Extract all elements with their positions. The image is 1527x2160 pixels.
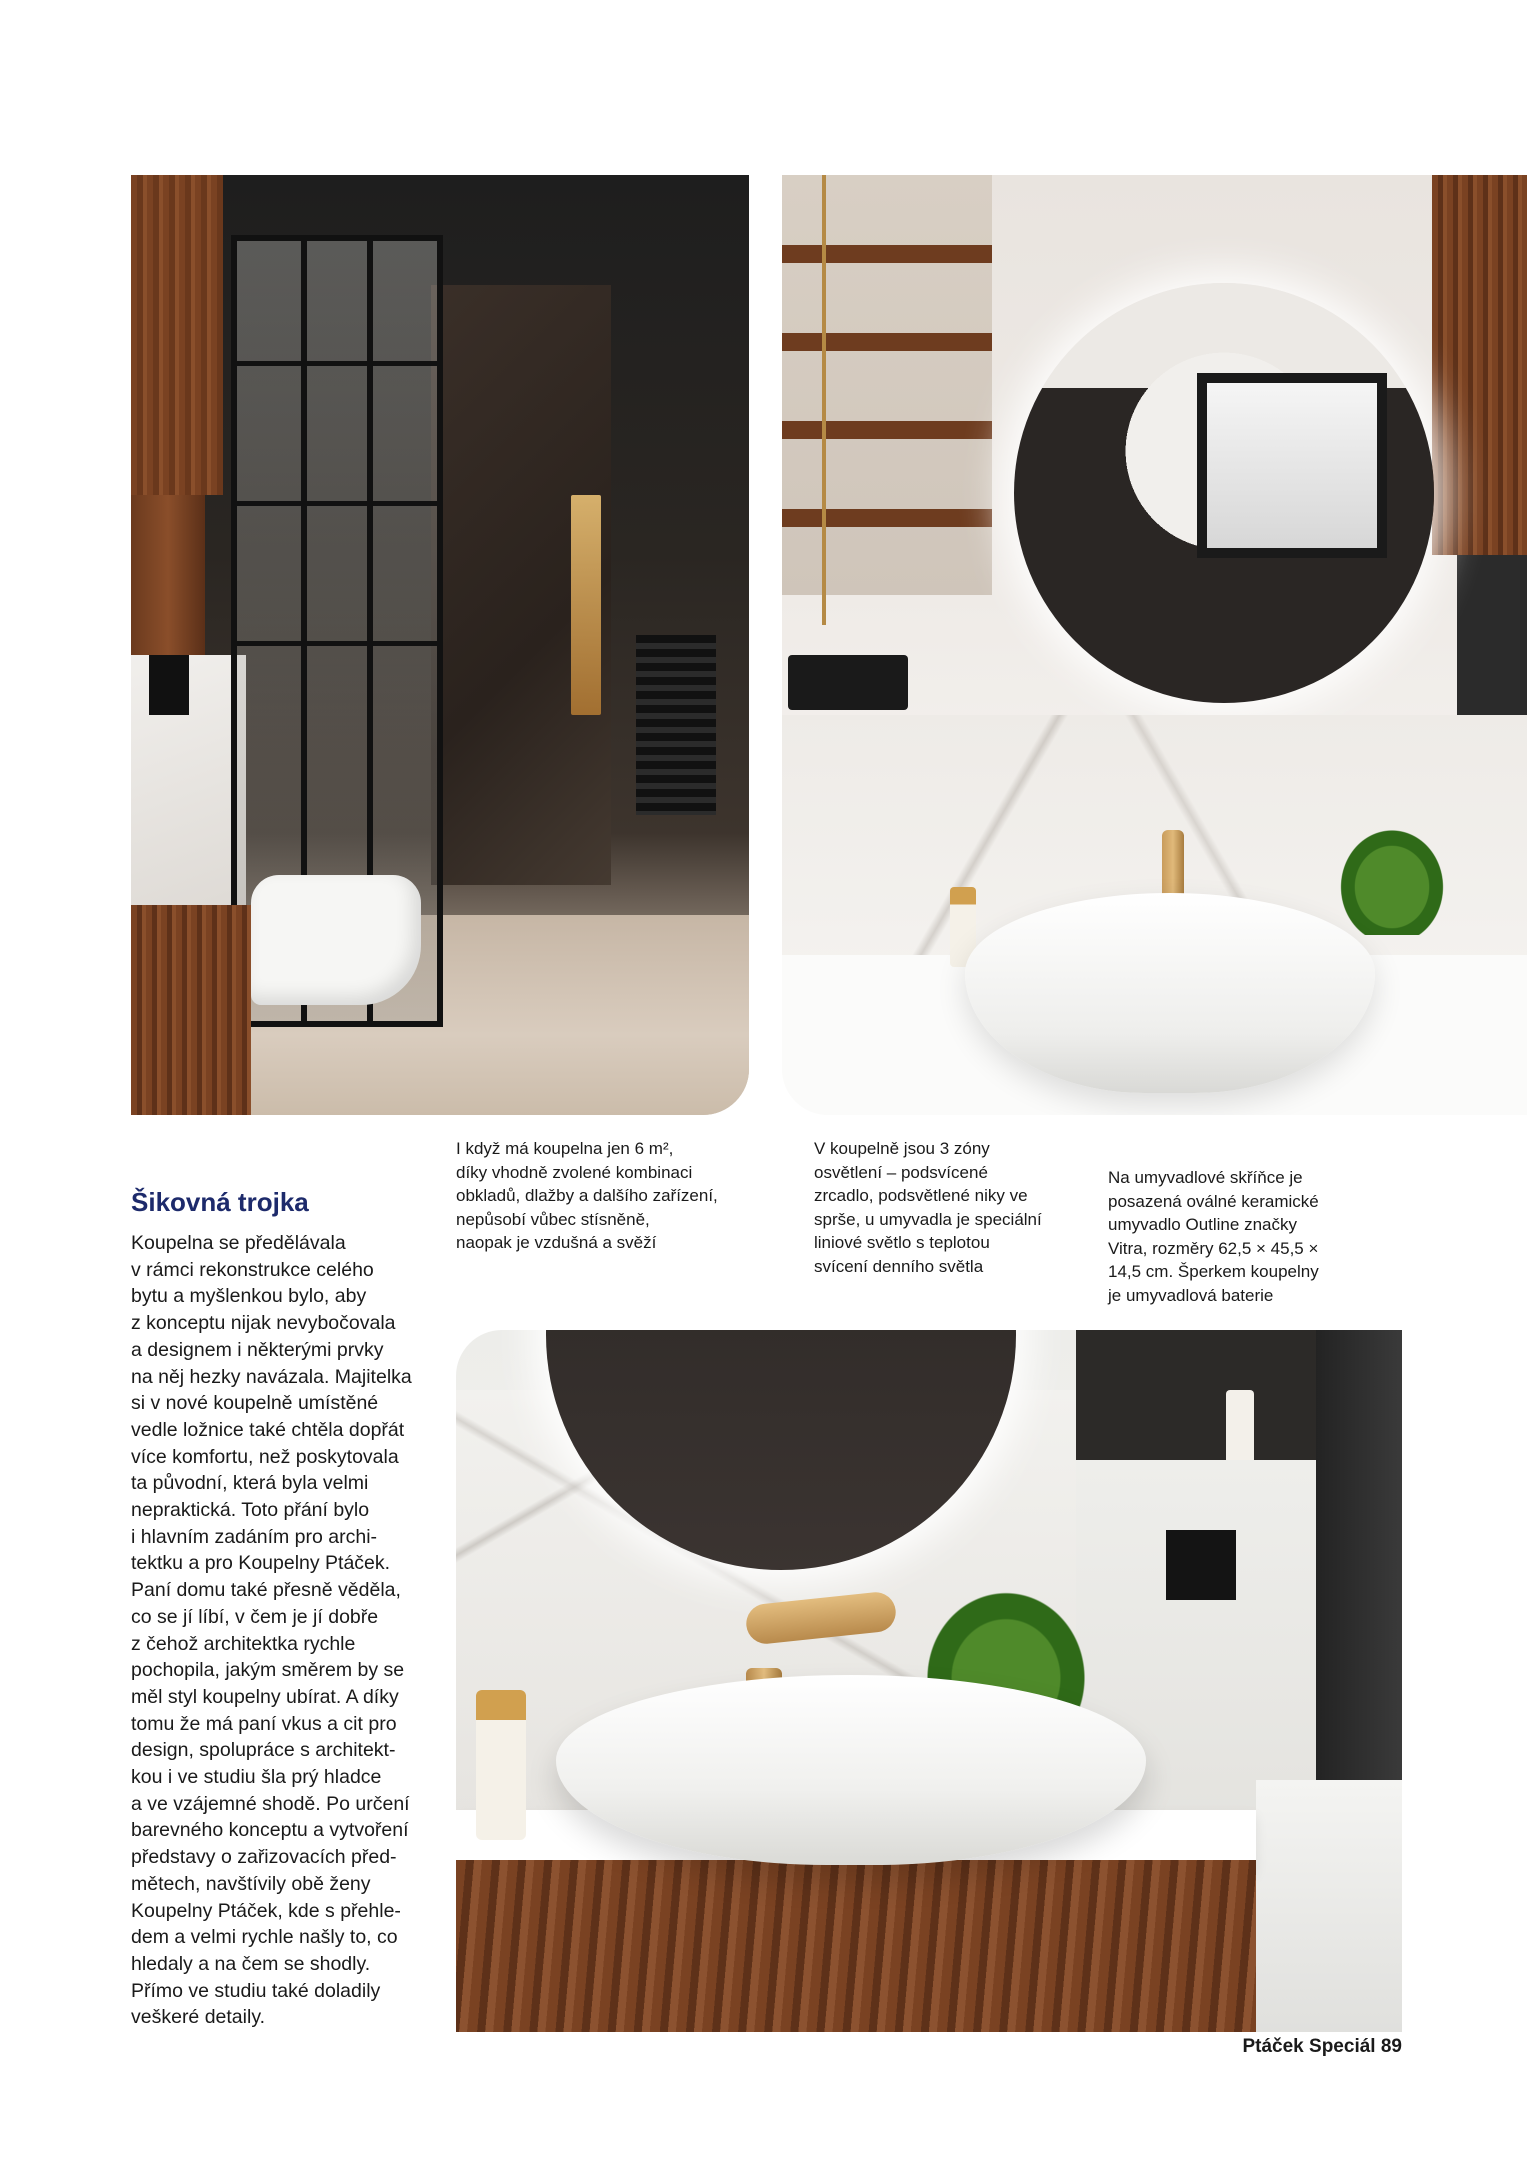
body-line: vedle ložnice také chtěla dopřát [131,1418,405,1441]
body-line: i hlavním zadáním pro archi- [131,1525,378,1548]
wood-shelves [782,175,992,595]
body-line: a designem i některými prvky [131,1338,384,1361]
magazine-name: Ptáček Speciál [1242,2036,1376,2057]
photo-caption-basin [1108,1166,1368,1307]
page-number: 89 [1380,2036,1402,2057]
photo-basin-closeup [456,1330,1402,2032]
wood-vanity [456,1860,1256,2032]
caption-line: Vitra, rozměry 62,5 × 45,5 × [1108,1238,1319,1258]
caption-line: posazená oválné keramické [1108,1191,1319,1211]
body-line: z konceptu nijak nevybočovala [131,1312,396,1335]
flush-plate [149,655,189,715]
body-line: bytu a myšlenkou bylo, aby [131,1285,367,1308]
body-line: Přímo ve studiu také doladily [131,1979,381,2002]
wood-vanity [131,905,251,1115]
body-line: kou i ve studiu šla prý hladce [131,1766,382,1789]
caption-line: zrcadlo, podsvětlené niky ve [814,1186,1028,1205]
diffuser-bottle [1226,1390,1254,1470]
caption-line: liniové světlo s teplotou [814,1233,990,1252]
body-line: nepraktická. Toto přání bylo [131,1499,370,1522]
body-line: dem a velmi rychle našly to, co [131,1926,398,1949]
body-line: z čehož architektka rychle [131,1632,356,1655]
body-line: si v nové koupelně umístěné [131,1392,379,1415]
body-line: v rámci rekonstrukce celého [131,1258,374,1281]
dark-niche [1457,555,1527,725]
caption-line: naopak je vzdušná a svěží [456,1233,657,1252]
photo-caption-shower [456,1137,776,1255]
body-line: Koupelna se předělávala [131,1232,346,1254]
caption-line: osvětlení – podsvícené [814,1162,988,1182]
flush-plate [1166,1530,1236,1600]
body-line: Paní domu také přesně věděla, [131,1579,401,1602]
reflected-window [1197,373,1387,558]
wall-toilet [251,875,421,1005]
round-mirror [1014,283,1434,703]
caption-line: I když má koupelna jen 6 m², [456,1139,674,1158]
body-line: hledaly a na čem se shodly. [131,1952,371,1975]
body-line: pochopila, jakým směrem by se [131,1659,405,1682]
lit-niche [571,495,601,715]
body-line: co se jí líbí, v čem je jí dobře [131,1605,379,1628]
wall-sockets [788,655,908,710]
caption-line: nepůsobí vůbec stísněně, [456,1209,650,1229]
article-body [131,1230,431,2031]
caption-line: svícení denního světla [814,1256,984,1276]
photo-mirror-sink [782,175,1527,1115]
body-line: design, spolupráce s architekt- [131,1739,396,1762]
body-line: barevného konceptu a vytvoření [131,1819,409,1842]
caption-line: díky vhodně zvolené kombinaci [456,1162,693,1182]
wood-cabinet [1432,175,1527,555]
towel-radiator [636,635,716,815]
body-line: veškeré detaily. [131,2006,266,2029]
body-line: tomu že má paní vkus a cit pro [131,1712,397,1735]
body-line: měl styl koupelny ubírat. A díky [131,1685,399,1708]
body-line: mětech, navštívily obě ženy [131,1872,371,1895]
potted-plant [1327,815,1457,935]
page-footer [1230,2036,1402,2058]
caption-line: 14,5 cm. Šperkem koupelny [1108,1262,1319,1281]
caption-line: Na umyvadlové skříňce je [1108,1168,1303,1187]
gold-shelf-frame [822,175,826,625]
toilet-edge [1256,1780,1402,2032]
soap-bottle [476,1690,526,1840]
body-line: a ve vzájemné shodě. Po určení [131,1792,410,1815]
caption-line: sprše, u umyvadla je speciální [814,1209,1042,1229]
caption-line: V koupelně jsou 3 zóny [814,1139,990,1158]
oval-basin [965,893,1375,1093]
photo-shower [131,175,749,1115]
body-line: na něj hezky navázala. Majitelka [131,1365,412,1388]
caption-line: obkladů, dlažby a dalšího zařízení, [456,1186,718,1205]
article-heading: Šikovná trojka [131,1187,309,1217]
body-line: představy o zařizovacích před- [131,1846,397,1869]
caption-line: umyvadlo Outline značky [1108,1215,1297,1234]
caption-line: je umyvadlová baterie [1108,1285,1274,1305]
body-line: ta původní, která byla velmi [131,1472,369,1495]
oval-basin [556,1675,1146,1865]
body-line: tektku a pro Koupelny Ptáček. [131,1552,391,1575]
photo-caption-lighting [814,1137,1104,1278]
body-line: Koupelny Ptáček, kde s přehle- [131,1899,401,1922]
body-line: více komfortu, než poskytovala [131,1445,399,1468]
wood-cabinet [131,175,223,495]
